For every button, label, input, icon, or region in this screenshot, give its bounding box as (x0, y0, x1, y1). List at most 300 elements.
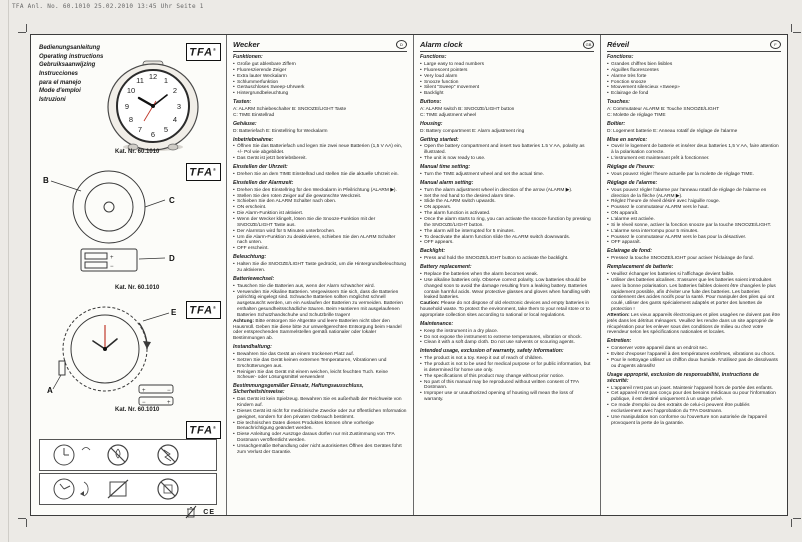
language-list-item: Mode d'emploi (39, 88, 81, 95)
bullet-text: Alarme très forte (611, 73, 647, 79)
manual-column (601, 35, 787, 515)
text-line: A: Commutateur ALARM B: Touche SNOOZE/LIGHT (607, 107, 720, 112)
manual-section (607, 249, 781, 262)
manual-section (233, 138, 407, 163)
bullet-text: The specifications of this product may change without prior notice. (424, 373, 565, 379)
text-line: D: Battery compartment E: Alarm adjustment ring (420, 128, 525, 134)
bullet-text: Very loud alarm (424, 73, 458, 79)
section-heading: Réglage de l'heure: (607, 164, 655, 170)
bullet-item (420, 217, 594, 229)
bullet-text: Conserver votre appareil dans un endroit sec. (611, 346, 709, 352)
bullet-text: Tauschen Sie die Batterien aus, wenn der Alarm schwächer wird. (237, 283, 375, 289)
bullet-marker: • (420, 228, 422, 234)
manual-section (607, 265, 781, 336)
section-heading: Functions: (420, 54, 447, 60)
bullet-marker: • (607, 277, 609, 283)
bullet-marker: • (420, 272, 422, 277)
section-heading: Bestimmungsgemäßer Einsatz, Haftungsausschluss, Sicherheitshinweise: (233, 383, 364, 396)
bullet-item (420, 144, 594, 156)
bullet-marker: • (607, 199, 609, 205)
bullet-text: OFF erscheint. (237, 246, 269, 252)
bullet-marker: • (607, 73, 609, 79)
bullet-marker: • (420, 91, 422, 97)
care-pictogram-box (39, 439, 217, 471)
bullet-text: Silent "Sweep" movement (424, 85, 480, 91)
bullet-marker: • (233, 352, 235, 358)
manual-column (227, 35, 414, 515)
section-heading: Batteriewechsel: (233, 275, 275, 282)
bullet-item (233, 444, 407, 456)
bullet-text: Cet appareil n'est pas conçu pour des besoins médicaux ou pour l'information publique, il est destiné uniquement à un usage privé. (611, 391, 776, 403)
crop-mark (791, 24, 792, 32)
section-heading: Usage approprié, exclusion de responsabilité, instructions de sécurité: (607, 371, 759, 384)
bullet-item (607, 358, 781, 370)
bullet-item (233, 421, 407, 433)
bullet-text: OFF apparaît. (611, 240, 641, 246)
fold-crop-line (8, 0, 9, 542)
manual-section (233, 384, 407, 455)
language-list-item: Instrucciones (39, 71, 79, 78)
bullet-item (233, 217, 407, 229)
bullet-text: Clean it with a soft damp cloth. Do not use solvents or scouring agents. (424, 340, 575, 346)
bullet-marker: • (233, 234, 235, 240)
bullet-marker: • (420, 277, 422, 283)
bullet-marker: • (233, 199, 235, 205)
bullet-marker: • (607, 79, 609, 85)
bullet-marker: • (233, 432, 235, 438)
bullet-item (420, 256, 594, 262)
bullet-marker: • (607, 228, 609, 234)
bullet-text: Slide the ALARM switch upwards. (424, 199, 496, 205)
bullet-marker: • (420, 328, 422, 334)
note-item: Attention: Les vieux appareils électroniques et piles usagées ne doivent pas être jetés dans les détritus ménagers. Veuillez les rendre dans un site approprié de récupération pour les enlever sous des conditions de milieu ou chez votre revendeur selon les spécifications nationales et locales. (607, 312, 781, 336)
bullet-text: Die technischen Daten dieses Produktes können ohne vorherige Benachrichtigung geändert werden. (237, 420, 374, 432)
bullet-marker: • (420, 67, 422, 73)
section-heading: Getting started: (420, 136, 459, 143)
bullet-text: Vous pouvez régler l'alarme par l'anneau rotatif de réglage de l'alarme en direction de la flèche (ALARM ▶). (611, 187, 767, 199)
column-sections (607, 55, 781, 426)
bullet-text: Unsachgemäße Behandlung oder nicht autorisiertes Öffnen des Gerätes führt zum Verlust der Garantie. (237, 444, 402, 455)
bullet-item (233, 409, 407, 421)
svg-text:10: 10 (126, 86, 136, 95)
bullet-marker: • (420, 73, 422, 79)
tfa-logo: TFA® (186, 163, 221, 181)
bullet-marker: • (233, 246, 235, 252)
bullet-text: Drehen Sie an dem TIME Einstellrad und stellen Sie die aktuelle Uhrzeit ein. (237, 171, 399, 177)
section-heading: Einstellen der Alarmzeit: (233, 179, 294, 186)
bullet-marker: • (233, 91, 235, 97)
svg-text:D: D (169, 254, 175, 263)
bullet-item (233, 235, 407, 247)
column-sections (233, 55, 407, 456)
bullet-marker: • (607, 217, 609, 222)
front-view-diagram (43, 301, 193, 409)
illustration-column (31, 35, 227, 515)
bullet-marker: • (607, 346, 609, 352)
bullet-text: Ouvrir le logement de batterie et insérer deux batteries 1,5 V AA, faire attention à la polarisation correcte. (611, 144, 779, 156)
bullet-text: Poussez le commutateur ALARM vers le bas pour la désactiver. (611, 234, 747, 240)
bullet-text: Use alkaline batteries only. Observe correct polarity. Low batteries should be changed soon to avoid the damage resulting from a leaking battery. Batteries contain harmful acids. Wear protective glasses and gloves when handling with leaked batteries. (424, 277, 590, 301)
bullet-marker: • (607, 234, 609, 240)
svg-text:−: − (110, 264, 114, 270)
svg-text:E: E (171, 308, 177, 317)
bullet-text: Improper use or unauthorized opening of housing will mean the loss of warranty. (424, 391, 574, 403)
catalog-number: Kat. Nr. 60.1010 (115, 407, 160, 413)
bullet-item (607, 156, 781, 162)
bullet-text: L'instrument est maintenant prêt à fonctionner. (611, 156, 710, 162)
text-line: A: ALARM Schiebeschalter B: SNOOZE/LIGHT Taste (233, 107, 347, 112)
bullet-item (233, 262, 407, 274)
bullet-marker: • (607, 357, 609, 363)
note-item: Achtung: Bitte entsorgen Sie Altgeräte und leere Batterien nicht über den Hausmüll. Geben Sie diese bitte zur umweltgerechten Entsorgung beim Handel oder entsprechenden Sammelstellen gemäß nationaler oder lokaler Bestimmungen ab. (233, 318, 402, 342)
bullet-item (233, 144, 407, 156)
bullet-item (420, 156, 594, 162)
bullet-item (607, 256, 781, 262)
bullet-marker: • (233, 397, 235, 403)
bullet-marker: • (420, 187, 422, 193)
svg-text:+: + (142, 388, 146, 394)
bullet-marker: • (420, 156, 422, 162)
bullet-item (420, 362, 594, 374)
column-header (420, 40, 594, 52)
svg-text:6: 6 (150, 130, 156, 139)
bullet-text: Das Gerät ist jetzt betriebsbereit. (237, 156, 307, 162)
bullet-item (420, 391, 594, 403)
language-code-badge: GB (583, 40, 594, 49)
bullet-marker: • (607, 67, 609, 73)
manual-page (30, 34, 788, 516)
bullet-text: Evitez d'exposer l'appareil à des températures extrêmes, vibrations ou chocs. (611, 352, 776, 358)
bullet-item (233, 358, 407, 370)
bullet-marker: • (420, 256, 422, 262)
bullet-item (607, 278, 781, 313)
manual-section (420, 181, 594, 246)
bullet-marker: • (420, 362, 422, 368)
bullet-text: ON appears. (424, 205, 452, 211)
bullet-marker: • (233, 156, 235, 162)
crop-mark (791, 519, 792, 527)
bullet-text: Eclairage de fond (611, 91, 649, 97)
bullet-text: Large easy to read numbers (424, 61, 484, 67)
bullet-marker: • (420, 61, 422, 67)
bullet-text: ON erscheint. (237, 205, 267, 211)
bullet-item (607, 172, 781, 178)
alarm-clock-photo (103, 57, 203, 153)
bullet-text: Une manipulation non conforme ou l'ouverture non autorisée de l'appareil provoquent la perte de la garantie. (611, 414, 767, 426)
bullet-item (233, 370, 407, 382)
column-title: Wecker (233, 40, 260, 49)
text-line: C: TIME adjustment wheel (420, 112, 477, 118)
text-line: A: ALARM switch B: SNOOZE/LIGHT button (420, 107, 515, 112)
bullet-text: Halten Sie die SNOOZE/LIGHT Taste gedrückt, um die Hintergrundbeleuchtung zu aktivieren. (237, 262, 406, 273)
bullet-text: Utiliser des batteries alcalines. S'assurer que les batteries soient introduites avec la bonne polarisation. Les batteries faibles doivent être changées le plus rapidement possible, afin d'éviter une fuite des batteries. Les batteries contiennent des acides nocifs pour la santé. Pour manipuler des piles qui ont coulé, utiliser des gants spécialement adaptés et porter des lunettes de protection ! (611, 277, 776, 313)
bullet-text: Schlummerfunktion (237, 79, 279, 85)
bullet-marker: • (233, 217, 235, 222)
tfa-logo: TFA® (186, 421, 221, 439)
note-label: Achtung: (233, 318, 256, 324)
bullet-marker: • (233, 144, 235, 150)
manual-section (607, 373, 781, 427)
bullet-marker: • (233, 187, 235, 193)
bullet-text: Setzen Sie das Gerät keinen extremen Temperaturen, Vibrationen und Erschütterungen aus. (237, 357, 387, 369)
bullet-marker: • (607, 256, 609, 262)
bullet-text: Snooze function (424, 79, 459, 85)
language-list-item: Istruzioni (39, 97, 66, 104)
bullet-marker: • (233, 193, 235, 199)
column-title: Alarm clock (420, 40, 463, 49)
note-label: Caution: (420, 301, 441, 307)
bullet-marker: • (233, 67, 235, 73)
bullet-marker: • (233, 79, 235, 85)
bullet-item (420, 340, 594, 346)
bullet-marker: • (420, 199, 422, 205)
crop-mark (18, 518, 26, 519)
section-heading: Inbetriebnahme: (233, 136, 274, 143)
svg-text:12: 12 (148, 72, 158, 81)
manual-section (420, 138, 594, 163)
bullet-item (607, 188, 781, 200)
bullet-text: Verwenden Sie Alkaline Batterien. Vergewissern Sie sich, dass die Batterien polrichtig eingelegt sind. Schwache Batterien sollten möglichst schnell ausgetauscht werden, um ein Auslaufen der Batterien zu vermeiden. Batterien enthalten gesundheitsschädliche Säuren. Beim Hantieren mit ausgelaufenen Batterien Schutzhandschuhe und Schutzbrille tragen! (237, 289, 403, 318)
svg-text:−: − (167, 388, 171, 394)
bullet-marker: • (607, 61, 609, 67)
bullet-marker: • (233, 262, 235, 268)
section-heading: Manual alarm setting: (420, 179, 474, 186)
bullet-marker: • (607, 240, 609, 246)
bullet-text: Once the alarm starts to ring, you can activate the snooze function by pressing the SNOOZE/LIGHT button. (424, 217, 591, 228)
svg-text:1: 1 (163, 76, 169, 85)
bullet-text: Fluorescent pointers (424, 67, 468, 73)
note-label: Attention: (607, 312, 631, 318)
bullet-text: The unit is now ready to use. (424, 156, 486, 162)
section-heading: Fonctions: (607, 54, 634, 60)
bullet-text: Fonction snooze (611, 79, 647, 85)
manual-section (420, 122, 594, 135)
bullet-text: L'appareil n'est pas un jouet. Maintenir l'appareil hors de portée des enfants. (611, 385, 773, 391)
manual-section (607, 165, 781, 178)
svg-text:4: 4 (172, 115, 178, 124)
bullet-marker: • (233, 420, 235, 426)
bullet-text: Wenn der Wecker klingelt, lösen Sie die Snooze-Funktion mit der SNOOZE/LIGHT Taste aus. (237, 217, 376, 228)
bullet-item (607, 240, 781, 246)
bullet-text: The alarm will be interrupted for 5 minutes. (424, 228, 515, 234)
bullet-text: Do not expose the instrument to extreme temperatures, vibration or shock. (424, 334, 582, 340)
section-heading: Funktionen: (233, 54, 263, 60)
manual-section (420, 165, 594, 178)
bullet-item (233, 91, 407, 97)
svg-text:B: B (43, 176, 49, 185)
bullet-text: Die Alarm-Funktion ist aktiviert. (237, 211, 304, 217)
manual-section (607, 339, 781, 369)
section-heading: Buttons: (420, 99, 442, 106)
bullet-marker: • (420, 205, 422, 211)
language-list-item: Operating instructions (39, 53, 104, 60)
bullet-marker: • (420, 379, 422, 385)
crossed-bin-icon (185, 505, 197, 519)
language-list-item: Bedienungsanleitung (39, 45, 101, 51)
section-heading: Intended usage, exclusion of warranty, safety information: (420, 348, 564, 355)
bullet-marker: • (607, 144, 609, 150)
bullet-marker: • (420, 193, 422, 199)
bullet-item (233, 156, 407, 162)
section-heading: Backlight: (420, 248, 446, 255)
manual-section (233, 255, 407, 274)
crop-mark (793, 518, 801, 519)
bullet-item (607, 391, 781, 403)
manual-section (420, 100, 594, 119)
bullet-marker: • (420, 217, 422, 222)
bullet-text: Der Alarmton wird für 5 Minuten unterbrochen. (237, 228, 336, 234)
manual-section (233, 277, 407, 342)
print-job-header: TFA Anl. No. 60.1010 25.02.2010 13:45 Uhr Seite 1 (12, 3, 204, 10)
section-heading: Maintenance: (420, 320, 454, 327)
manual-section (233, 55, 407, 97)
language-code-badge: F (770, 40, 781, 49)
bullet-marker: • (233, 408, 235, 414)
bullet-text: L'alarme est activée. (611, 217, 655, 222)
language-list-item: Gebruiksaanwijzing (39, 62, 96, 69)
bullet-item (607, 415, 781, 427)
bullet-text: Turn the alarm adjustment wheel in direction of the arrow (ALARM ▶). (424, 187, 573, 193)
bullet-marker: • (233, 369, 235, 375)
crop-mark (793, 32, 801, 33)
manual-section (607, 55, 781, 97)
note-item: Caution: Please do not dispose of old electronic devices and empty batteries in household waste. To protect the environment, take them to your retail store or to appropriate collection sites according to national or local regulations. (420, 301, 590, 318)
bullet-text: Dieses Gerät ist nicht für medizinische Zwecke oder zur öffentlichen Information geeignet, sondern für den privaten Gebrauch bestimmt. (237, 408, 407, 420)
bullet-text: Veuillez échanger les batteries si l'affichage devient faible. (611, 272, 735, 277)
column-sections (420, 55, 594, 403)
bullet-marker: • (233, 61, 235, 67)
bullet-marker: • (607, 156, 609, 162)
section-heading: Réglage de l'alarme: (607, 179, 658, 186)
section-heading: Remplacement de batterie: (607, 264, 674, 271)
manual-section (607, 138, 781, 163)
bullet-marker: • (420, 144, 422, 150)
crop-mark (18, 32, 26, 33)
bullet-marker: • (607, 385, 609, 391)
bullet-marker: • (233, 283, 235, 289)
bullet-marker: • (607, 91, 609, 97)
svg-text:11: 11 (136, 76, 144, 85)
section-heading: Instandhaltung: (233, 344, 272, 351)
svg-text:+: + (110, 255, 114, 261)
bullet-text: Replace the batteries when the alarm becomes weak. (424, 272, 539, 277)
bullet-marker: • (420, 85, 422, 91)
bullet-marker: • (607, 403, 609, 409)
bullet-text: Um die Alarm-Funktion zu deaktivieren, schieben Sie den ALARM Schalter nach unten. (237, 234, 396, 246)
manual-section (233, 100, 407, 119)
bullet-text: Turn the TIME adjustment wheel and set the actual time. (424, 171, 544, 177)
bullet-text: Ce mode d'emploi ou des extraits de celui-ci peuvent être publiés exclusivement avec l'approbation du TFA Dostmann. (611, 403, 750, 414)
bullet-item (607, 403, 781, 415)
manual-section (233, 122, 407, 135)
manual-column (414, 35, 601, 515)
bullet-item (420, 91, 594, 97)
bullet-text: Grandes chiffres bien lisibles (611, 61, 673, 67)
svg-text:5: 5 (163, 125, 169, 134)
bullet-item (607, 91, 781, 97)
language-list-item: para el manejo (39, 79, 82, 86)
svg-text:2: 2 (172, 86, 178, 95)
manual-section (420, 249, 594, 262)
section-heading: Boîtier: (607, 120, 626, 127)
bullet-marker: • (607, 391, 609, 397)
bullet-text: Drehen Sie den Einstellring für den Weckalarm in Pfeilrichtung (ALARM ▶). (237, 187, 397, 193)
crop-mark (26, 519, 27, 527)
manual-section (233, 345, 407, 381)
svg-text:C: C (169, 196, 175, 205)
bullet-text: Aiguilles fluorescentes (611, 67, 659, 73)
bullet-text: ON apparaît. (611, 211, 639, 217)
bullet-text: Das Gerät ist kein Spielzeug. Bewahren Sie es außerhalb der Reichweite von Kindern auf. (237, 397, 402, 409)
section-heading: Tasten: (233, 99, 252, 106)
bullet-marker: • (420, 79, 422, 85)
tfa-logo: TFA® (186, 301, 221, 319)
section-heading: Housing: (420, 120, 443, 127)
bullet-text: Si le réveil sonne, activer la fonction snooze par la touche SNOOZE/LIGHT. (611, 222, 772, 228)
bullet-marker: • (607, 414, 609, 420)
bullet-text: Vous pouvez régler l'heure actuelle par la molette de réglage TIME. (611, 171, 754, 177)
section-heading: Einstellen der Uhrzeit: (233, 164, 288, 170)
bullet-text: The product is not a toy. Keep it out of reach of children. (424, 356, 543, 362)
manual-section (607, 181, 781, 246)
bullet-marker: • (420, 391, 422, 397)
bullet-text: Poussez le commutateur ALARM vers le haut. (611, 205, 709, 211)
manual-section (233, 165, 407, 178)
bullet-marker: • (607, 272, 609, 277)
bullet-item (420, 278, 594, 301)
bullet-marker: • (233, 444, 235, 449)
bullet-marker: • (607, 222, 609, 228)
bullet-text: Pressez la touche SNOOZE/LIGHT pour activer l'éclairage de fond. (611, 256, 754, 262)
section-heading: Eclairage de fond: (607, 248, 652, 255)
bullet-text: Backlight (424, 91, 444, 97)
bullet-text: Öffnen Sie das Batteriefach und legen Sie zwei neue Batterien (1,5 V AA) ein, +/- Pol wie abgebildet. (237, 144, 402, 156)
svg-text:−: − (142, 400, 146, 406)
section-heading: Battery replacement: (420, 264, 472, 271)
section-heading: Beleuchtung: (233, 254, 267, 261)
bullet-marker: • (420, 373, 422, 379)
bullet-text: Pour le nettoyage utilisez un chiffon doux humide. N'utilisez pas de dissolvants ou d'agents abrasifs! (611, 357, 778, 369)
bullet-text: No part of this manual may be reproduced without written consent of TFA Dostmann. (424, 379, 579, 391)
bullet-text: Reinigen Sie das Gerät mit einem weichen, leicht feuchten Tuch. Keine Scheuer- oder Lösungsmittel verwenden! (237, 369, 388, 381)
bullet-marker: • (607, 211, 609, 217)
svg-text:7: 7 (137, 125, 143, 134)
manual-section (233, 181, 407, 252)
ce-mark: CE (203, 508, 215, 516)
text-line: C: Molette de réglage TIME (607, 112, 666, 118)
catalog-number: Kat. Nr. 60.1010 (115, 285, 160, 291)
svg-text:3: 3 (176, 102, 182, 111)
catalog-number: Kat. Nr. 60.1010 (115, 149, 160, 155)
manual-section (420, 349, 594, 403)
bullet-text: Keep the instrument in a dry place. (424, 328, 499, 334)
bullet-text: To deactivate the alarm function slide the ALARM switch downwards. (424, 234, 571, 240)
manual-section (420, 55, 594, 97)
bullet-item (233, 172, 407, 178)
text-line: D: Batteriefach E: Einstellring für Weckalarm (233, 128, 328, 134)
svg-text:A: A (47, 386, 53, 395)
text-line: D: Logement batterie E: Anneau rotatif de réglage de l'alarme (607, 128, 738, 134)
manual-section (607, 122, 781, 135)
bullet-text: The product is not to be used for medical purpose or for public information, but is determined for home use only. (424, 362, 591, 373)
bullet-text: Réglez l'heure de réveil désiré avec l'aiguille rouge. (611, 199, 721, 205)
section-heading: Mise en service: (607, 136, 648, 143)
manual-section (607, 100, 781, 119)
column-header (233, 40, 407, 52)
bullet-marker: • (233, 228, 235, 234)
manual-section (420, 322, 594, 347)
bullet-marker: • (420, 211, 422, 217)
